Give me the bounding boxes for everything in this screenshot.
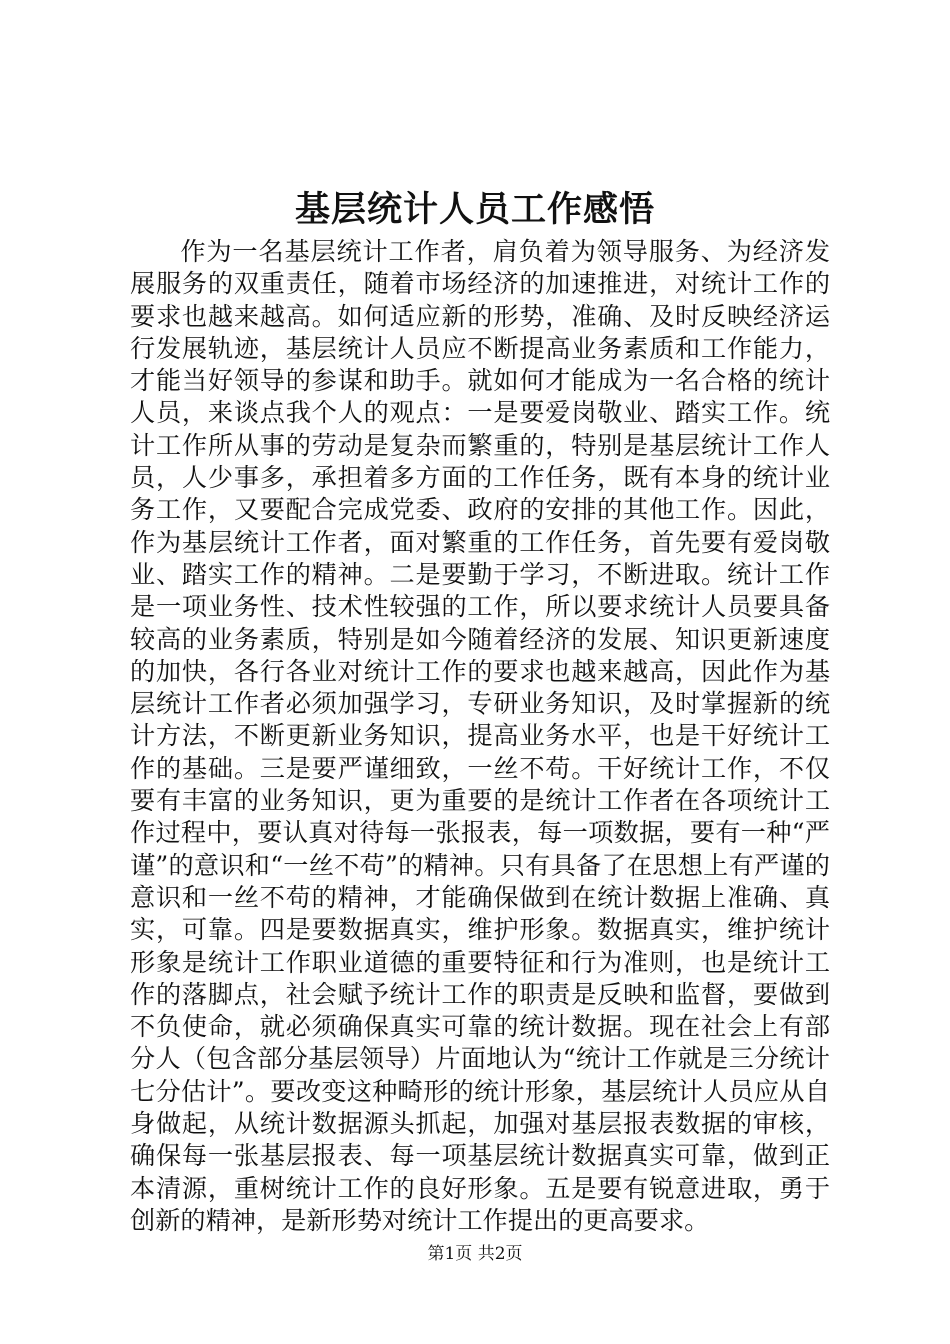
document-body-paragraph: 作为一名基层统计工作者，肩负着为领导服务、为经济发展服务的双重责任，随着市场经济的加速推进，对统计工作的要求也越来越高。如何适应新的形势，准确、及时反映经济运行发展轨迹，基层统计人员应不断提高业务素质和工作能力，才能当好领导的参谋和助手。就如何才能成为一名合格的统计人员，来谈点我个人的观点：一是要爱岗敬业、踏实工作。统计工作所从事的劳动是复杂而繁重的，特别是基层统计工作人员，人少事多，承担着多方面的工作任务，既有本身的统计业务工作，又要配合完成党委、政府的安排的其他工作。因此，作为基层统计工作者，面对繁重的工作任务，首先要有爱岗敬业、踏实工作的精神。二是要勤于学习，不断进取。统计工作是一项业务性、技术性较强的工作，所以要求统计人员要具备较高的业务素质，特别是如今随着经济的发展、知识更新速度的加快，各行各业对统计工作的要求也越来越高，因此作为基层统计工作者必须加强学习，专研业务知识，及时掌握新的统计方法，不断更新业务知识，提高业务水平，也是干好统计工作的基础。三是要严谨细致，一丝不苟。干好统计工作，不仅要有丰富的业务知识，更为重要的是统计工作者在各项统计工作过程中，要认真对待每一张报表，每一项数据，要有一种“严谨”的意识和“一丝不苟”的精神。只有具备了在思想上有严谨的意识和一丝不苟的精神，才能确保做到在统计数据上准确、真实，可靠。四是要数据真实，维护形象。数据真实，维护统计形象是统计工作职业道德的重要特征和行为准则，也是统计工作的落脚点，社会赋予统计工作的职责是反映和监督，要做到不负使命，就必须确保真实可靠的统计数据。现在社会上有部分人（包含部分基层领导）片面地认为“统计工作就是三分统计七分估计”。要改变这种畸形的统计形象，基层统计人员应从自身做起，从统计数据源头抓起，加强对基层报表数据的审核，确保每一张基层报表、每一项基层统计数据真实可靠，做到正本清源，重树统计工作的良好形象。五是要有锐意进取，勇于创新的精神，是新形势对统计工作提出的更高要求。 (130, 237, 830, 1235)
page-number-footer: 第1页 共2页 (427, 1244, 523, 1264)
document-title: 基层统计人员工作感悟 (294, 189, 655, 230)
